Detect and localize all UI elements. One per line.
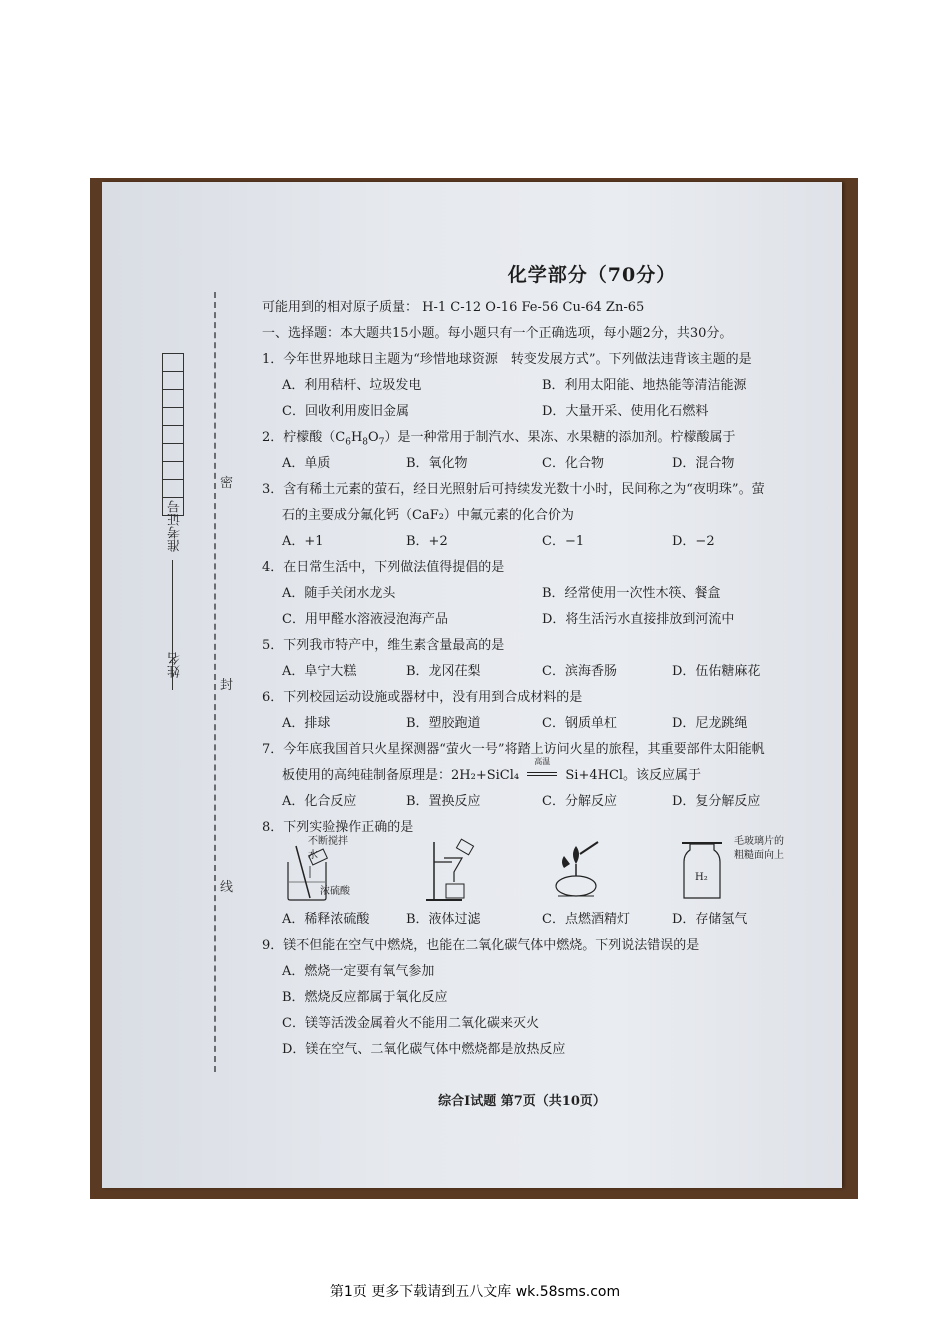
q4-option-c: C．用甲醛水溶液浸泡海产品: [282, 612, 448, 627]
atomic-masses: 可能用到的相对原子质量： H-1 C-12 O-16 Fe-56 Cu-64 Zn-65: [262, 300, 645, 315]
photo-of-exam-page: [90, 178, 858, 1199]
label-glass-line1: 毛玻璃片的: [734, 836, 784, 847]
q1-stem: 1．今年世界地球日主题为“珍惜地球资源 转变发展方式”。下列做法违背该主题的是: [262, 352, 752, 367]
q7-option-b: B．置换反应: [406, 794, 481, 809]
page-footer: 综合Ⅰ试题 第7页（共10页）: [438, 1094, 606, 1109]
binding-mark-feng: 封: [220, 678, 234, 693]
q7-stem-line2: 板使用的高纯硅制备原理是：2H₂+SiCl₄ 高温 Si+4HCl。该反应属于: [282, 757, 702, 783]
q6-option-b: B．塑胶跑道: [406, 716, 481, 731]
q3-option-d: D．−2: [672, 534, 715, 549]
q6-stem: 6．下列校园运动设施或器材中，没有用到合成材料的是: [262, 690, 583, 705]
q2-option-d: D．混合物: [672, 456, 735, 471]
q9-stem: 9．镁不但能在空气中燃烧，也能在二氧化碳气体中燃烧。下列说法错误的是: [262, 938, 700, 953]
q1-option-c: C．回收利用废旧金属: [282, 404, 409, 419]
q1-option-d: D．大量开采、使用化石燃料: [542, 404, 709, 419]
q5-option-b: B．龙冈茌梨: [406, 664, 481, 679]
q9-option-d: D．镁在空气、二氧化碳气体中燃烧都是放热反应: [282, 1042, 566, 1057]
q8-option-c: C．点燃酒精灯: [542, 912, 630, 927]
q7-option-a: A．化合反应: [282, 794, 357, 809]
q4-stem: 4．在日常生活中，下列做法值得提倡的是: [262, 560, 505, 575]
figure-alcohol-lamp: [550, 838, 610, 904]
q5-option-c: C．滨海香肠: [542, 664, 617, 679]
q6-option-a: A．排球: [282, 716, 331, 731]
label-stir: 不断搅拌: [308, 836, 348, 847]
q5-option-d: D．伍佑糖麻花: [672, 664, 761, 679]
q4-option-a: A．随手关闭水龙头: [282, 586, 396, 601]
q3-option-c: C．−1: [542, 534, 585, 549]
download-note: 第1页 更多下载请到五八文库 wk.58sms.com: [329, 1284, 621, 1300]
q7-option-c: C．分解反应: [542, 794, 617, 809]
q3-option-a: A．+1: [282, 534, 324, 549]
figure-gas-bottle: [680, 838, 724, 904]
exam-id-grid: [162, 354, 184, 498]
label-h2: H₂: [695, 872, 708, 883]
label-water: 水: [308, 850, 318, 861]
q1-option-a: A．利用秸杆、垃圾发电: [282, 378, 422, 393]
q7-option-d: D．复分解反应: [672, 794, 761, 809]
q4-option-d: D．将生活污水直接排放到河流中: [542, 612, 735, 627]
q2-stem: 2．柠檬酸$(C_6H_8O_7)$是一种常用于制汽水、果冻、水果糖的添加剂。柠檬酸属于: [262, 430, 736, 448]
q6-option-c: C．钢质单杠: [542, 716, 617, 731]
name-label: 姓名: [168, 652, 183, 678]
q9-option-c: C．镁等活泼金属着火不能用二氧化碳来灭火: [282, 1016, 539, 1031]
q6-option-d: D．尼龙跳绳: [672, 716, 748, 731]
binding-mark-xian: 线: [220, 880, 234, 895]
figure-filtration: [422, 838, 482, 904]
reaction-condition: 高温: [534, 757, 551, 766]
q1-option-b: B．利用太阳能、地热能等清洁能源: [542, 378, 747, 393]
q5-option-a: A．阜宁大糕: [282, 664, 357, 679]
q3-option-b: B．+2: [406, 534, 448, 549]
label-acid: 浓硫酸: [320, 886, 350, 897]
q8-option-d: D．存储氢气: [672, 912, 748, 927]
q5-stem: 5．下列我市特产中，维生素含量最高的是: [262, 638, 505, 653]
q4-option-b: B．经常使用一次性木筷、餐盒: [542, 586, 721, 601]
q7-stem-line1: 7．今年底我国首只火星探测器“萤火一号”将踏上访问火星的旅程，其重要部件太阳能帆: [262, 742, 765, 757]
q9-option-b: B．燃烧反应都属于氧化反应: [282, 990, 448, 1005]
q3-stem-line2: 石的主要成分氟化钙（CaF₂）中氟元素的化合价为: [282, 508, 574, 523]
binding-mark-mi: 密: [220, 476, 234, 491]
q3-stem-line1: 3．含有稀土元素的萤石，经日光照射后可持续发光数十小时，民间称之为“夜明珠”。萤: [262, 482, 765, 497]
page-title: 化学部分（70分）: [507, 264, 677, 286]
q2-option-c: C．化合物: [542, 456, 604, 471]
q8-stem: 8．下列实验操作正确的是: [262, 820, 414, 835]
q8-option-a: A．稀释浓硫酸: [282, 912, 370, 927]
binding-line: [214, 292, 216, 1072]
exam-sheet: [102, 182, 842, 1188]
q8-option-b: B．液体过滤: [406, 912, 481, 927]
label-glass-line2: 粗糙面向上: [734, 850, 784, 861]
section-heading: 一、选择题：本大题共15小题。每小题只有一个正确选项，每小题2分，共30分。: [262, 326, 733, 341]
q9-option-a: A．燃烧一定要有氧气参加: [282, 964, 435, 979]
q2-option-a: A．单质: [282, 456, 331, 471]
q2-option-b: B．氧化物: [406, 456, 468, 471]
exam-id-label: 准考证号: [168, 500, 183, 552]
